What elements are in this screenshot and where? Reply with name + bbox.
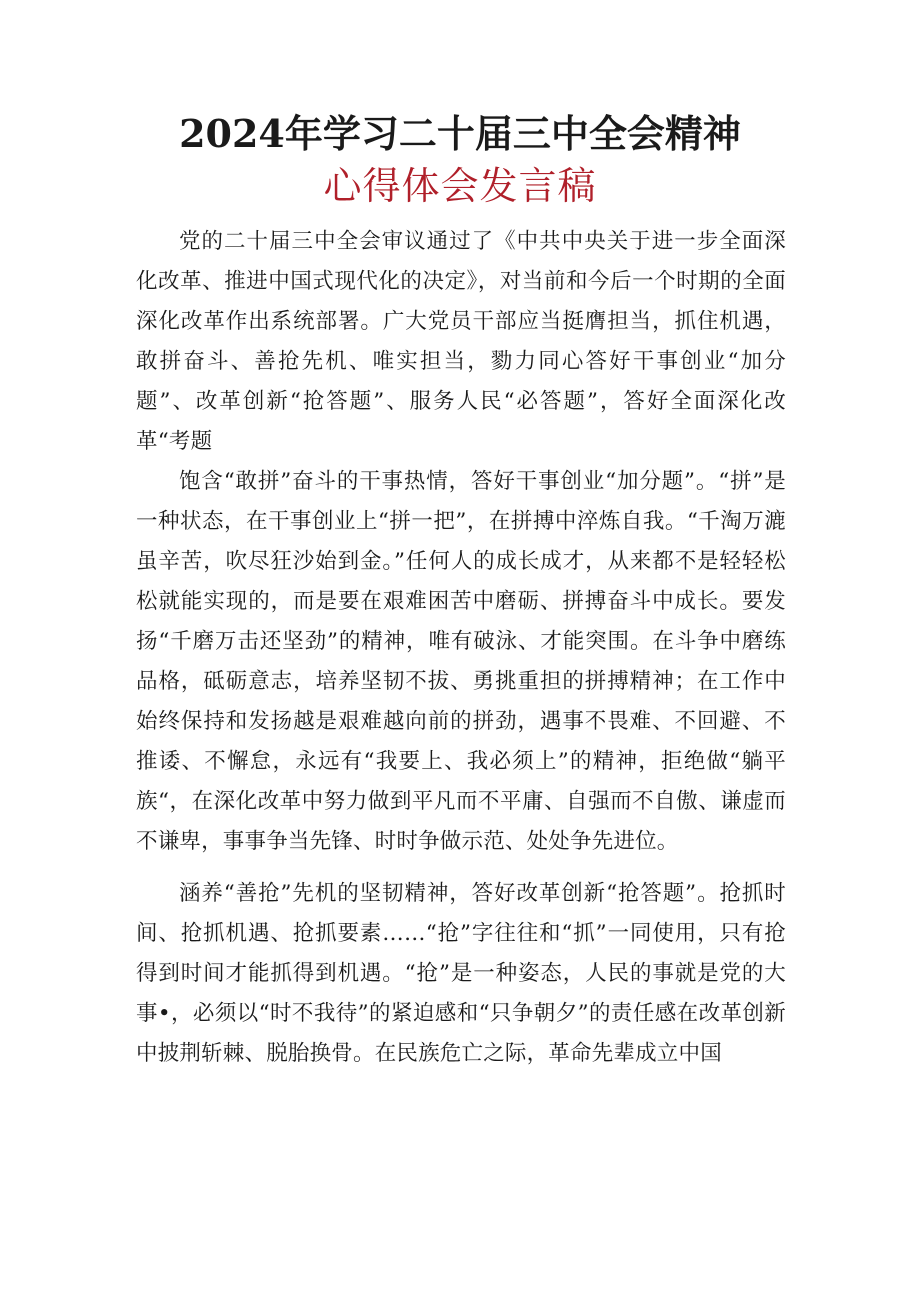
paragraph-intro: 党的二十届三中全会审议通过了《中共中央关于进一步全面深化改革、推进中国式现代化的决定》，对当前和今后一个时期的全面深化改革作出系统部署。广大党员干部应当挺膺担当，抓住机遇，敢拼奋斗、善抢先机、唯实担当，勠力同心答好干事创业“加分题”、改革创新“抢答题”、服务人民“必答题”，答好全面深化改革“考题: [136, 229, 786, 454]
document-title-line2: 心得体会发言稿: [323, 164, 597, 208]
document-body: [136, 222, 786, 1074]
document-title-line1: 2024年学习二十届三中全会精神: [179, 111, 741, 156]
paragraph-shanqiang: 涵养“善抢”先机的坚韧精神，答好改革创新“抢答题”。抢抓时间、抢抓机遇、抢抓要素……“抢”字往往和“抓”一同使用，只有抢得到时间才能抓得到机遇。“抢”是一种姿态，人民的事就是党的大事•，必须以“时不我待”的紧迫感和“只争朝夕”的责任感在改革创新中披荆斩棘、脱胎换骨。在民族危亡之际，革命先辈成立中国: [136, 881, 786, 1066]
paragraph-ganpin: 饱含“敢拼”奋斗的干事热情，答好干事创业“加分题”。“拼”是一种状态，在干事创业上“拼一把”，在拼搏中淬炼自我。“千淘万漉虽辛苦，吹尽狂沙始到金。”任何人的成长成才，从来都不是轻轻松松就能实现的，而是要在艰难困苦中磨砺、拼搏奋斗中成长。要发扬“千磨万击还坚劲”的精神，唯有破泳、才能突围。在斗争中磨练品格，砥砺意志，培养坚韧不拔、勇挑重担的拼搏精神；在工作中始终保持和发扬越是艰难越向前的拼劲，遇事不畏难、不回避、不推诿、不懈怠，永远有“我要上、我必须上”的精神，拒绝做“躺平族“，在深化改革中努力做到平凡而不平庸、自强而不自傲、谦虚而不谦卑，事事争当先锋、时时争做示范、处处争先进位。: [136, 469, 786, 854]
